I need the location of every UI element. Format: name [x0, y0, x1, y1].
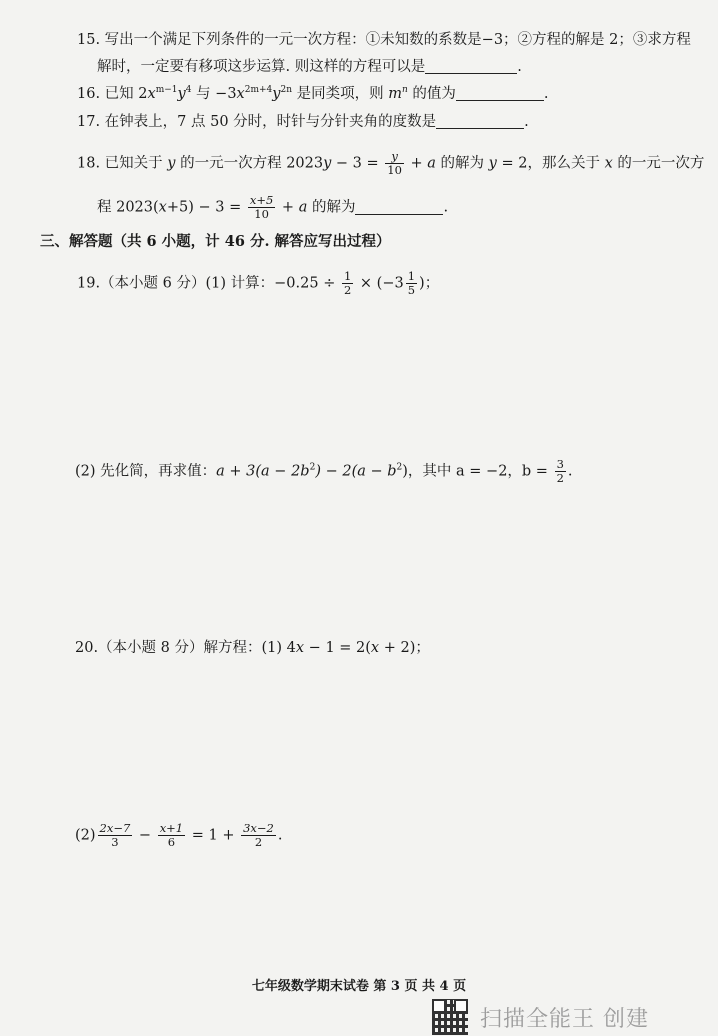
fraction-3x-minus-2-over-2: $\frac{3x-2}{2}$	[243, 821, 274, 849]
scanner-watermark: 扫描全能王 创建	[480, 1007, 649, 1032]
question-18-line-2: 程 2023(x+5) − 3 = $\frac{x+5}{10}$ + a 的解为 .	[97, 193, 449, 221]
answer-blank-15[interactable]	[425, 57, 517, 74]
page-footer: 七年级数学期末试卷 第 3 页 共 4 页	[251, 979, 467, 994]
fraction-1-over-2: $\frac{1}{2}$	[343, 269, 352, 297]
question-18-line-1: 18. 已知关于 y 的一元一次方程 2023y − 3 = $\frac{y}{10}$ + a 的解为 y = 2，那么关于 x 的一元一次方	[77, 149, 705, 177]
question-19-part-1: 19.（本小题 6 分）(1) 计算：−0.25 ÷ $\frac{1}{2}$ × (−3 $\frac{1}{5}$ )；	[77, 269, 440, 297]
question-20-part-2: (2) $\frac{2x-7}{3}$ − $\frac{x+1}{6}$ = 1 + $\frac{3x-2}{2}$ .	[75, 821, 283, 849]
qr-code-icon	[432, 999, 468, 1035]
question-17: 17. 在钟表上，7 点 50 分时，时针与分针夹角的度数是 .	[77, 114, 529, 130]
question-16: 16. 已知 $2x^{m-1}y^4$ 与 $-3x^{2m+4}y^{2n}$ 是同类项，则 $m^n$ 的值为 .	[77, 85, 549, 102]
question-15-line-1: 15. 写出一个满足下列条件的一元一次方程：①未知数的系数是−3；②方程的解是 2；③求方程	[77, 32, 691, 48]
fraction-2x-minus-7-over-3: $\frac{2x-7}{3}$	[99, 821, 131, 849]
fraction-1-over-5: $\frac{1}{5}$	[407, 269, 416, 297]
section-3-heading: 三、解答题（共 6 小题，计 46 分. 解答应写出过程）	[40, 233, 391, 250]
question-20-part-1: 20.（本小题 8 分）解方程：(1) 4x − 1 = 2(x + 2)；	[75, 640, 430, 656]
question-19-part-2: (2) 先化简，再求值：$a + 3(a - 2b^2) - 2(a - b^2)$，其中 a = −2，b = $\frac{3}{2}$ .	[75, 457, 573, 485]
fraction-y-over-10: $\frac{y}{10}$	[387, 149, 402, 177]
fraction-x-plus-5-over-10: $\frac{x+5}{10}$	[249, 193, 274, 221]
fraction-x-plus-1-over-6: $\frac{x+1}{6}$	[159, 821, 184, 849]
fraction-3-over-2: $\frac{3}{2}$	[556, 457, 564, 485]
answer-blank-18[interactable]	[355, 198, 443, 215]
question-15-line-2: 解时，一定要有移项这步运算. 则这样的方程可以是 .	[97, 59, 522, 75]
answer-blank-17[interactable]	[436, 112, 524, 129]
answer-blank-16[interactable]	[456, 84, 544, 101]
